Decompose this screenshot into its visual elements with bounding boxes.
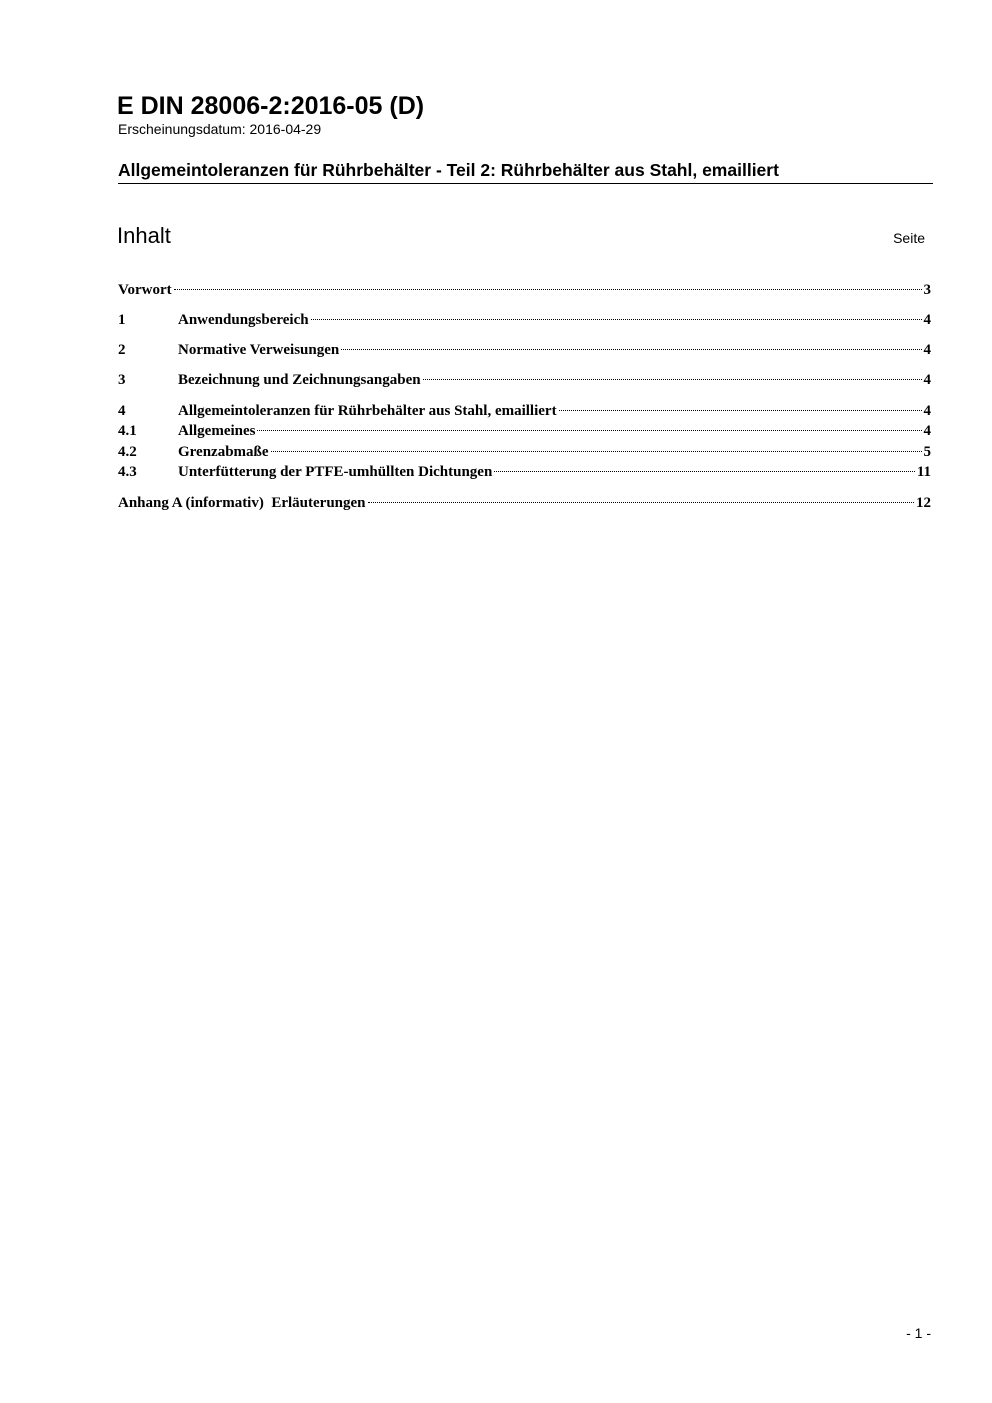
publication-date: Erscheinungsdatum: 2016-04-29 [118, 121, 322, 137]
toc-entry-number: 4.2 [118, 444, 137, 460]
toc-entry-label: Unterfütterung der PTFE-umhüllten Dichtungen [178, 464, 493, 480]
toc-entry-number: 4.3 [118, 464, 137, 480]
toc-entry-4[interactable] [118, 401, 931, 421]
toc-entry-page: 3 [923, 282, 931, 298]
toc-entry-annex-a[interactable] [118, 493, 931, 513]
toc-entry-foreword[interactable] [118, 280, 931, 300]
toc-entry-page: 4 [923, 403, 931, 419]
toc-entry-number: 2 [118, 342, 126, 358]
toc-entry-3[interactable] [118, 370, 931, 390]
toc-leader-dots [311, 319, 922, 320]
toc-entry-page: 4 [923, 372, 931, 388]
toc-leader-dots [494, 471, 915, 472]
toc-leader-dots [423, 379, 922, 380]
toc-leader-dots [271, 451, 922, 452]
toc-leader-dots [559, 410, 922, 411]
toc-entry-label: Vorwort [118, 282, 172, 298]
toc-entry-number: 3 [118, 372, 126, 388]
toc-leader-dots [368, 502, 914, 503]
document-title: Allgemeintoleranzen für Rührbehälter - Teil 2: Rührbehälter aus Stahl, emailliert [118, 159, 933, 184]
toc-leader-dots [174, 289, 922, 290]
toc-entry-page: 4 [923, 342, 931, 358]
toc-entry-page: 11 [916, 464, 931, 480]
toc-entry-number: 4 [118, 403, 126, 419]
toc-leader-dots [257, 430, 921, 431]
toc-leader-dots [341, 349, 921, 350]
toc-entry-4-1[interactable] [118, 421, 931, 441]
toc-entry-page: 5 [923, 444, 931, 460]
toc-entry-page: 4 [923, 423, 931, 439]
toc-entry-label: Anwendungsbereich [178, 312, 309, 328]
toc-entry-label: Bezeichnung und Zeichnungsangaben [178, 372, 421, 388]
toc-heading: Inhalt [117, 223, 171, 248]
toc-entry-number: 4.1 [118, 423, 137, 439]
toc-entry-label: Allgemeines [178, 423, 256, 439]
page-number: - 1 - [906, 1325, 931, 1341]
toc-entry-page: 4 [923, 312, 931, 328]
toc-entry-number: 1 [118, 312, 126, 328]
toc-entry-4-3[interactable] [118, 462, 931, 482]
toc-page-column-label: Seite [893, 230, 925, 246]
toc-entry-label: Grenzabmaße [178, 444, 269, 460]
toc-entry-label: Anhang A (informativ) Erläuterungen [118, 495, 366, 511]
toc-entry-4-2[interactable] [118, 442, 931, 462]
document-id: E DIN 28006-2:2016-05 (D) [117, 92, 425, 120]
toc-entry-2[interactable] [118, 340, 931, 360]
toc-entry-1[interactable] [118, 310, 931, 330]
toc-entry-label: Normative Verweisungen [178, 342, 340, 358]
toc-entry-page: 12 [916, 495, 931, 511]
toc-entry-label: Allgemeintoleranzen für Rührbehälter aus Stahl, emailliert [178, 403, 557, 419]
